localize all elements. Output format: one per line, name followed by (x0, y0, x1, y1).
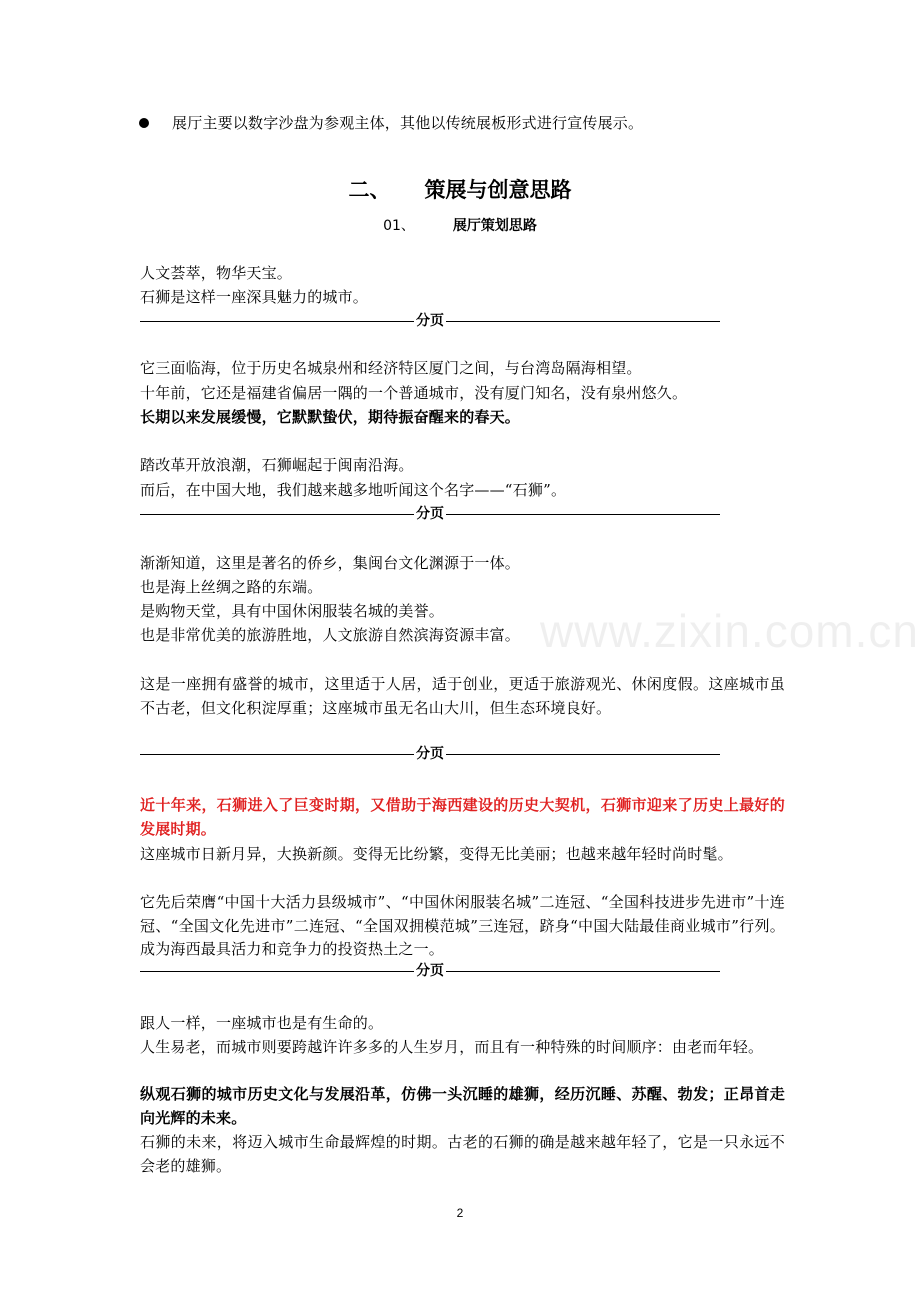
page-break-label: 分页 (416, 963, 444, 979)
subsection-number: 01、 (383, 218, 415, 234)
paragraph-line: 而后，在中国大地，我们越来越多地听闻这个名字——“石狮”。 (140, 481, 567, 499)
page-break-divider (140, 961, 720, 981)
page-break-label: 分页 (416, 746, 444, 762)
section-title: 策展与创意思路 (424, 178, 572, 202)
paragraph: 它先后荣膺“中国十大活力县级城市”、“中国休闲服装名城”二连冠、“全国科技进步先进市”十连冠、“全国文化先进市”二连冠、“全国双拥模范城”三连冠，跻身“中国大陆最佳商业城市”行列。成为海西最具活力和竞争力的投资热土之一。 (140, 893, 785, 958)
paragraph-line: 石狮是这样一座深具魅力的城市。 (140, 288, 369, 306)
paragraph-line: 也是非常优美的旅游胜地，人文旅游自然滨海资源丰富。 (140, 626, 521, 644)
subsection-heading (0, 215, 920, 237)
page-break-label: 分页 (416, 313, 444, 329)
paragraph-line: 是购物天堂，具有中国休闲服装名城的美誉。 (140, 602, 445, 620)
paragraph-line: 踏改革开放浪潮，石狮崛起于闽南沿海。 (140, 456, 414, 474)
page-break-divider (140, 504, 720, 524)
bullet-dot-icon (139, 118, 149, 128)
paragraph-line: 它三面临海，位于历史名城泉州和经济特区厦门之间，与台湾岛隔海相望。 (140, 359, 642, 377)
paragraph-line: 人文荟萃，物华天宝。 (140, 264, 293, 282)
paragraph-line-bold: 长期以来发展缓慢，它默默蛰伏，期待振奋醒来的春天。 (140, 408, 521, 426)
subsection-title: 展厅策划思路 (452, 218, 537, 234)
paragraph-line: 十年前，它还是福建省偏居一隅的一个普通城市，没有厦门知名，没有泉州悠久。 (140, 384, 688, 402)
highlight-paragraph: 近十年来，石狮进入了巨变时期，又借助于海西建设的历史大契机，石狮市迎来了历史上最好的发展时期。 (140, 796, 785, 838)
paragraph: 石狮的未来，将迈入城市生命最辉煌的时期。古老的石狮的确是越来越年轻了，它是一只永远不会老的雄狮。 (140, 1133, 785, 1175)
page-number: 2 (456, 1206, 464, 1220)
paragraph-line: 渐渐知道，这里是著名的侨乡，集闽台文化渊源于一体。 (140, 554, 521, 572)
section-number: 二、 (348, 178, 391, 202)
paragraph: 这是一座拥有盛誉的城市，这里适于人居，适于创业，更适于旅游观光、休闲度假。这座城市虽不古老，但文化积淀厚重；这座城市虽无名山大川，但生态环境良好。 (140, 675, 785, 717)
watermark: www.zixin.com.cn (540, 605, 919, 657)
bullet-item: 展厅主要以数字沙盘为参观主体，其他以传统展板形式进行宣传展示。 (172, 114, 644, 132)
page-break-divider (140, 744, 720, 764)
paragraph-line: 这座城市日新月异，大换新颜。变得无比纷繁，变得无比美丽；也越来越年轻时尚时髦。 (140, 845, 733, 863)
paragraph-line: 也是海上丝绸之路的东端。 (140, 578, 323, 596)
section-heading (0, 176, 920, 204)
paragraph-line: 人生易老，而城市则要跨越许许多多的人生岁月，而且有一种特殊的时间顺序：由老而年轻。 (140, 1038, 764, 1056)
page-break-divider (140, 311, 720, 331)
paragraph-line: 跟人一样，一座城市也是有生命的。 (140, 1014, 384, 1032)
page-break-label: 分页 (416, 506, 444, 522)
paragraph-bold: 纵观石狮的城市历史文化与发展沿革，仿佛一头沉睡的雄狮，经历沉睡、苏醒、勃发；正昂首走向光辉的未来。 (140, 1085, 785, 1127)
